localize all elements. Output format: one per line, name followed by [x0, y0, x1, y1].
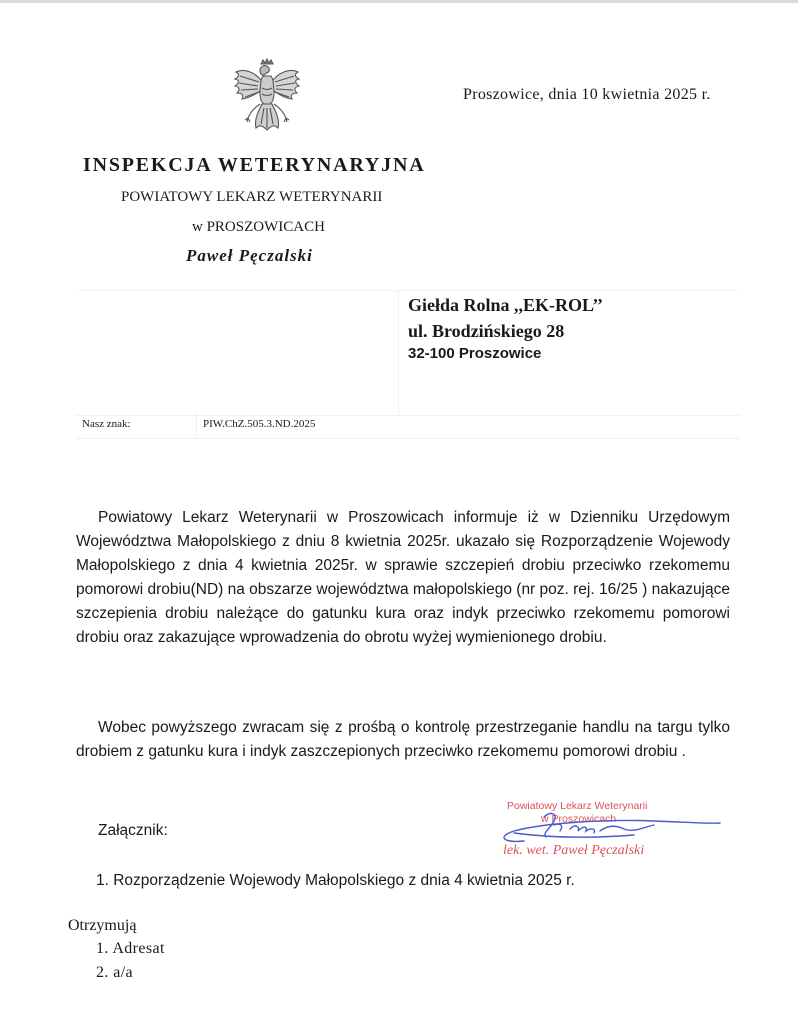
page-top-edge — [0, 0, 798, 3]
office-location: w PROSZOWICACH — [192, 219, 325, 235]
document-date: Proszowice, dnia 10 kwietnia 2025 r. — [463, 86, 711, 103]
stamp-location: w Proszowicach — [541, 813, 617, 825]
addressee-name: Giełda Rolna ,,EK-ROL’’ — [408, 295, 604, 315]
address-divider — [398, 290, 399, 414]
reference-number: PIW.ChZ.505.3.ND.2025 — [203, 418, 316, 430]
recipients-heading: Otrzymują — [68, 917, 137, 934]
polish-eagle-emblem-icon — [230, 58, 304, 140]
body-paragraph-2: Wobec powyższego zwracam się z prośbą o kontrolę przestrzeganie handlu na targu tylko drobiem z gatunku kura i indyk zaszczepionych przeciwko rzekomemu pomorowi drobiu . — [76, 719, 730, 760]
officer-name: Paweł Pęczalski — [186, 246, 313, 265]
handwritten-signature — [484, 803, 724, 853]
institution-name: INSPEKCJA WETERYNARYJNA — [83, 154, 426, 176]
recipient-item: 1. Adresat — [96, 940, 165, 957]
addressee-street: ul. Brodzińskiego 28 — [408, 321, 565, 341]
addressee-city: 32-100 Proszowice — [408, 345, 542, 362]
office-title: POWIATOWY LEKARZ WETERYNARII — [121, 189, 383, 205]
reference-row — [76, 412, 740, 439]
reference-divider — [196, 412, 197, 438]
attachment-item: 1. Rozporządzenie Wojewody Małopolskiego z dnia 4 kwietnia 2025 r. — [96, 872, 575, 889]
body-paragraph-1: Powiatowy Lekarz Weterynarii w Proszowicach informuje iż w Dzienniku Urzędowym Województwa Małopolskiego z dniu 8 kwietnia 2025r. ukazało się Rozporządzenie Wojewody Małopolskiego z dnia 4 kwietnia 2025r. w sprawie szczepień drobiu przeciwko rzekomemu pomorowi drobiu(ND) na obszarze województwa małopolskiego (nr poz. rej. 16/25 ) nakazujące szczepienia drobiu należące do gatunku kura oraz indyk przeciwko rzekomemu pomorowi drobiu oraz zakazujące wprowadzenia do obrotu wyżej wymienionego drobiu. — [76, 509, 730, 646]
stamp-title: Powiatowy Lekarz Weterynarii — [507, 800, 648, 812]
reference-label: Nasz znak: — [82, 418, 131, 430]
attachments-label: Załącznik: — [98, 822, 168, 839]
recipient-item: 2. a/a — [96, 964, 134, 981]
stamp-signatory: lek. wet. Paweł Pęczalski — [503, 843, 645, 858]
